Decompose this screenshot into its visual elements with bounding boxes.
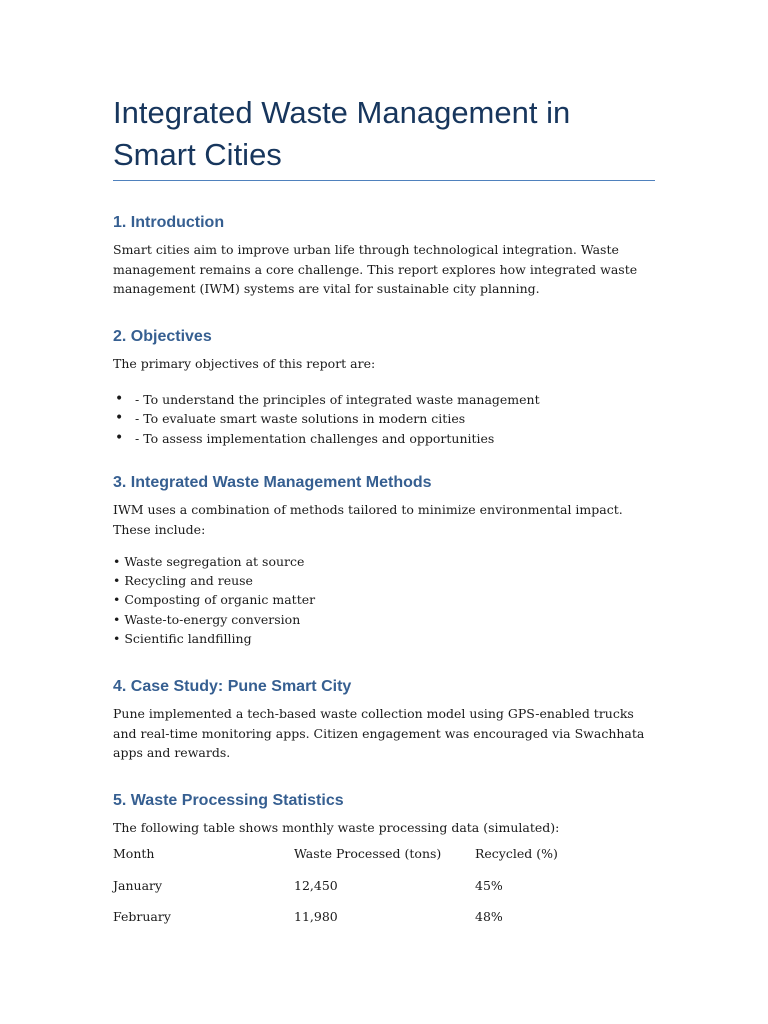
objective-text: - To evaluate smart waste solutions in modern cities [135,411,466,426]
list-item: • Composting of organic matter [113,592,316,608]
statistics-intro: The following table shows monthly waste processing data (simulated): [113,820,560,835]
list-item: • Waste segregation at source [113,554,305,569]
section-heading-case-study: 4. Case Study: Pune Smart City [113,678,352,695]
section-case-study [113,676,655,763]
section-introduction [113,212,655,299]
objective-text: - To understand the principles of integrated waste management [135,391,540,407]
list-item: • Scientific landfilling [113,630,252,646]
table-header-cell: Waste Processed (tons) [294,846,442,861]
list-item [113,390,655,410]
objectives-list [113,390,655,449]
list-item: • Waste-to-energy conversion [113,611,301,627]
table-header-cell: Recycled (%) [475,846,558,861]
case-study-paragraph: Pune implemented a tech-based waste collection model using GPS-enabled trucks and real-time monitoring apps. Citizen engagement was encouraged via Swachhata apps and rewards. [113,706,645,760]
table-row [113,909,655,929]
section-methods [113,472,655,648]
bullet-dot-icon: • [115,410,124,426]
table-header-cell: Month [113,846,155,861]
table-cell: January [113,878,163,893]
table-cell: 45% [475,878,503,893]
objective-text: - To assess implementation challenges and opportunities [135,430,495,446]
introduction-paragraph: Smart cities aim to improve urban life through technological integration. Waste management remains a core challenge. This report explores how integrated waste management (IWM) systems are vital for sustainable city planning. [113,242,638,296]
bullet-dot-icon: • [115,390,124,407]
section-heading-objectives: 2. Objectives [113,328,212,345]
table-cell: 11,980 [294,909,338,924]
objectives-intro: The primary objectives of this report are: [113,356,376,371]
table-cell: 48% [475,909,503,924]
section-heading-introduction: 1. Introduction [113,214,225,231]
list-item: • Recycling and reuse [113,573,253,589]
table-cell: February [113,909,171,924]
table-row [113,878,655,898]
title-divider [113,180,655,181]
list-item [113,409,655,429]
bullet-dot-icon: • [115,429,124,446]
document-title: Integrated Waste Management in Smart Cities [113,95,571,172]
table-header-row [113,846,655,866]
list-item [113,429,655,449]
section-heading-methods: 3. Integrated Waste Management Methods [113,474,432,491]
section-statistics [113,790,655,838]
table-cell: 12,450 [294,878,338,893]
methods-list [113,552,655,648]
methods-paragraph: IWM uses a combination of methods tailored to minimize environmental impact. These include: [113,502,623,537]
section-objectives [113,326,655,448]
section-heading-statistics: 5. Waste Processing Statistics [113,792,344,809]
